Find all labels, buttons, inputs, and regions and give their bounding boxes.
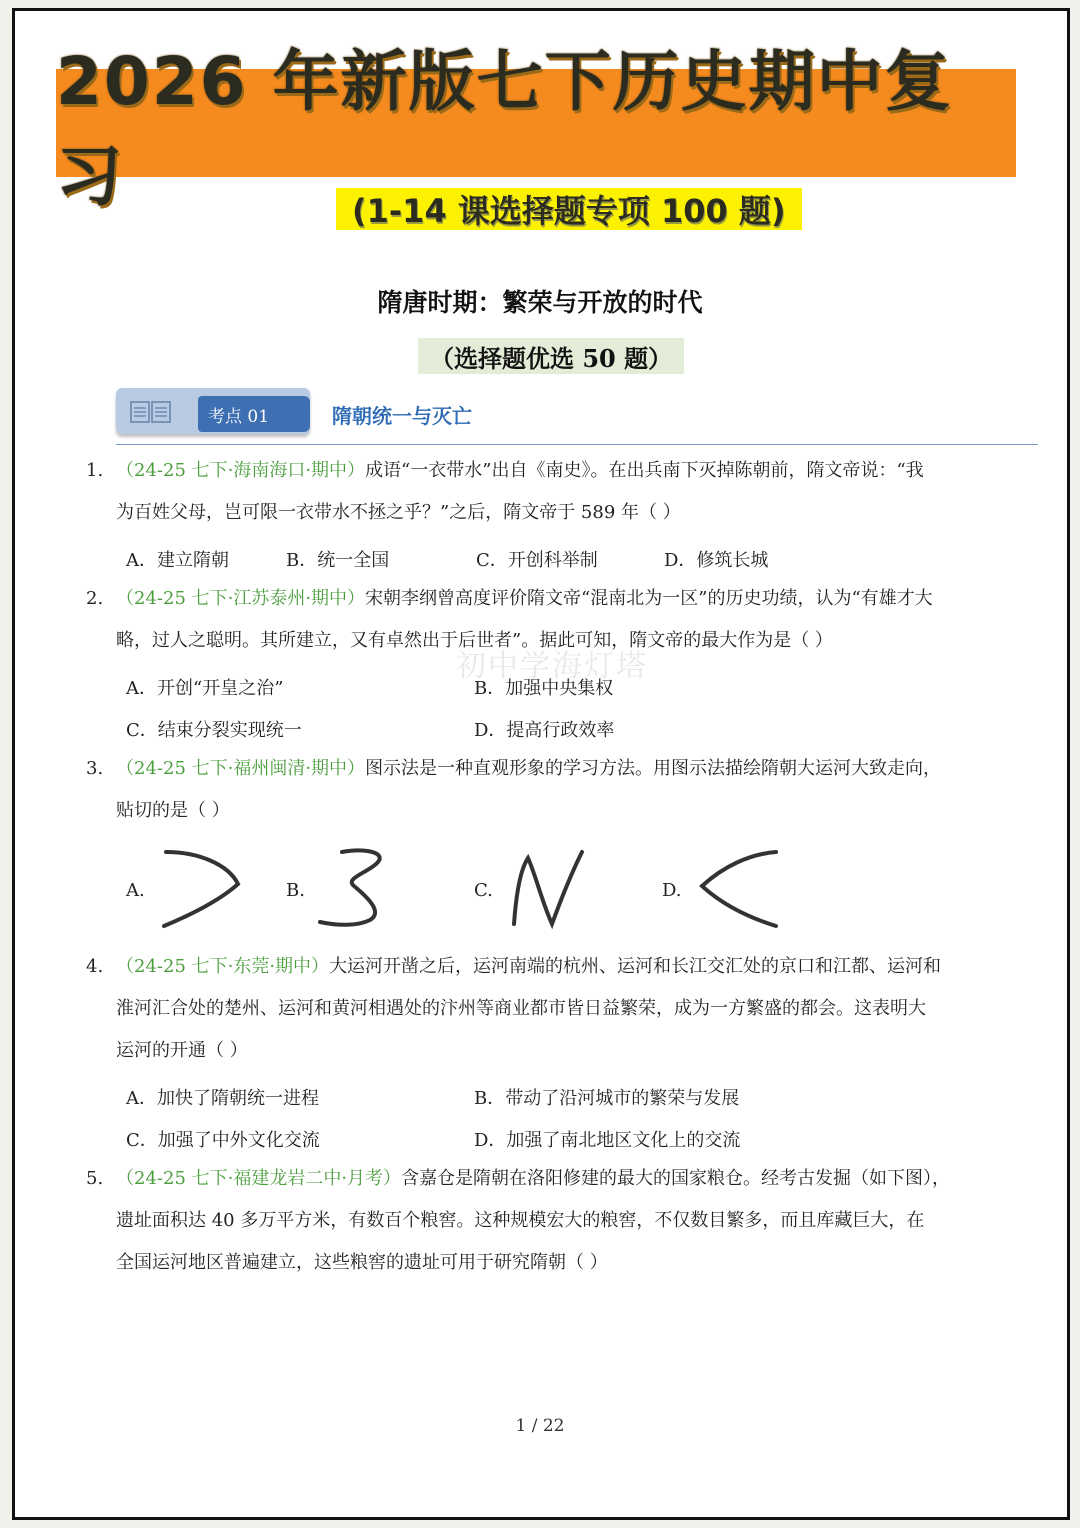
question-text: 图示法是一种直观形象的学习方法。用图示法描绘隋朝大运河大致走向， xyxy=(365,758,942,779)
kaodian-title: 隋朝统一与灭亡 xyxy=(332,404,472,428)
question-text: 略，过人之聪明。其所建立，又有卓然出于后世者”。据此可知，隋文帝的最大作为是（ ） xyxy=(116,630,833,651)
question-text: 宋朝李纲曾高度评价隋文帝“混南北为一区”的历史功绩，认为“有雄才大 xyxy=(365,588,933,609)
option-b[interactable]: B．加强中央集权 xyxy=(474,678,614,699)
banner-title: 2026 年新版七下历史期中复习 xyxy=(56,43,953,215)
option-a[interactable]: A. xyxy=(126,880,145,901)
option-d[interactable]: D．提高行政效率 xyxy=(474,720,615,741)
kaodian-label: 考点 01 xyxy=(198,396,310,432)
question-source: （24-25 七下·海南海口·期中） xyxy=(116,460,366,481)
question-text: 为百姓父母，岂可限一衣带水不拯之乎？”之后，隋文帝于 589 年（ ） xyxy=(116,502,681,523)
route-shape-a-icon[interactable] xyxy=(158,846,248,930)
question-1 xyxy=(86,450,986,534)
question-number: 3. xyxy=(86,758,104,779)
question-source: （24-25 七下·福建龙岩二中·月考） xyxy=(116,1168,402,1189)
kaodian-tag xyxy=(116,388,310,434)
option-a[interactable]: A．加快了隋朝统一进程 xyxy=(126,1088,319,1109)
question-text: 大运河开凿之后，运河南端的杭州、运河和长江交汇处的京口和江都、运河和 xyxy=(329,956,942,977)
question-text: 淮河汇合处的楚州、运河和黄河相遇处的汴州等商业都市皆日益繁荣，成为一方繁盛的都会。这表明大 xyxy=(116,998,926,1019)
question-text: 全国运河地区普遍建立，这些粮窖的遗址可用于研究隋朝（ ） xyxy=(116,1252,608,1273)
question-text: 贴切的是（ ） xyxy=(116,800,230,821)
option-b[interactable]: B．统一全国 xyxy=(286,550,390,571)
page-number: 1 / 22 xyxy=(515,1416,565,1436)
option-a[interactable]: A．建立隋朝 xyxy=(126,550,229,571)
route-shape-d-icon[interactable] xyxy=(694,846,784,930)
option-c[interactable]: C. xyxy=(474,880,493,901)
route-shape-b-icon[interactable] xyxy=(314,846,394,930)
banner-subtitle: (1-14 课选择题专项 100 题) xyxy=(336,188,802,230)
option-d[interactable]: D．加强了南北地区文化上的交流 xyxy=(474,1130,741,1151)
question-4 xyxy=(86,946,986,1072)
question-text: 含嘉仓是隋朝在洛阳修建的最大的国家粮仓。经考古发掘（如下图）， xyxy=(401,1168,951,1189)
route-shape-c-icon[interactable] xyxy=(506,846,590,930)
question-text: 成语“一衣带水”出自《南史》。在出兵南下灭掉陈朝前，隋文帝说：“我 xyxy=(365,460,924,481)
question-5 xyxy=(86,1158,986,1284)
kaodian-divider xyxy=(116,444,1038,445)
question-text: 遗址面积达 40 多万平方米，有数百个粮窖。这种规模宏大的粮窖，不仅数目繁多，而且库藏巨大，在 xyxy=(116,1210,925,1231)
question-number: 5. xyxy=(86,1168,104,1189)
section-title: 隋唐时期：繁荣与开放的时代 xyxy=(377,288,703,317)
section-subtitle: （选择题优选 50 题） xyxy=(418,338,684,374)
option-d[interactable]: D．修筑长城 xyxy=(664,550,769,571)
question-number: 4. xyxy=(86,956,104,977)
question-source: （24-25 七下·福州闽清·期中） xyxy=(116,758,366,779)
option-c[interactable]: C．开创科举制 xyxy=(476,550,598,571)
option-d[interactable]: D. xyxy=(662,880,682,901)
question-source: （24-25 七下·江苏泰州·期中） xyxy=(116,588,366,609)
option-b[interactable]: B．带动了沿河城市的繁荣与发展 xyxy=(474,1088,740,1109)
question-number: 1. xyxy=(86,460,104,481)
option-b[interactable]: B. xyxy=(286,880,305,901)
question-text: 运河的开通（ ） xyxy=(116,1040,248,1061)
option-c[interactable]: C．结束分裂实现统一 xyxy=(126,720,302,741)
book-icon xyxy=(130,401,172,423)
option-a[interactable]: A．开创“开皇之治” xyxy=(126,678,284,699)
question-3 xyxy=(86,748,986,832)
watermark: 初中学海灯塔 xyxy=(456,649,648,684)
question-number: 2. xyxy=(86,588,104,609)
question-source: （24-25 七下·东莞·期中） xyxy=(116,956,330,977)
option-c[interactable]: C．加强了中外文化交流 xyxy=(126,1130,320,1151)
